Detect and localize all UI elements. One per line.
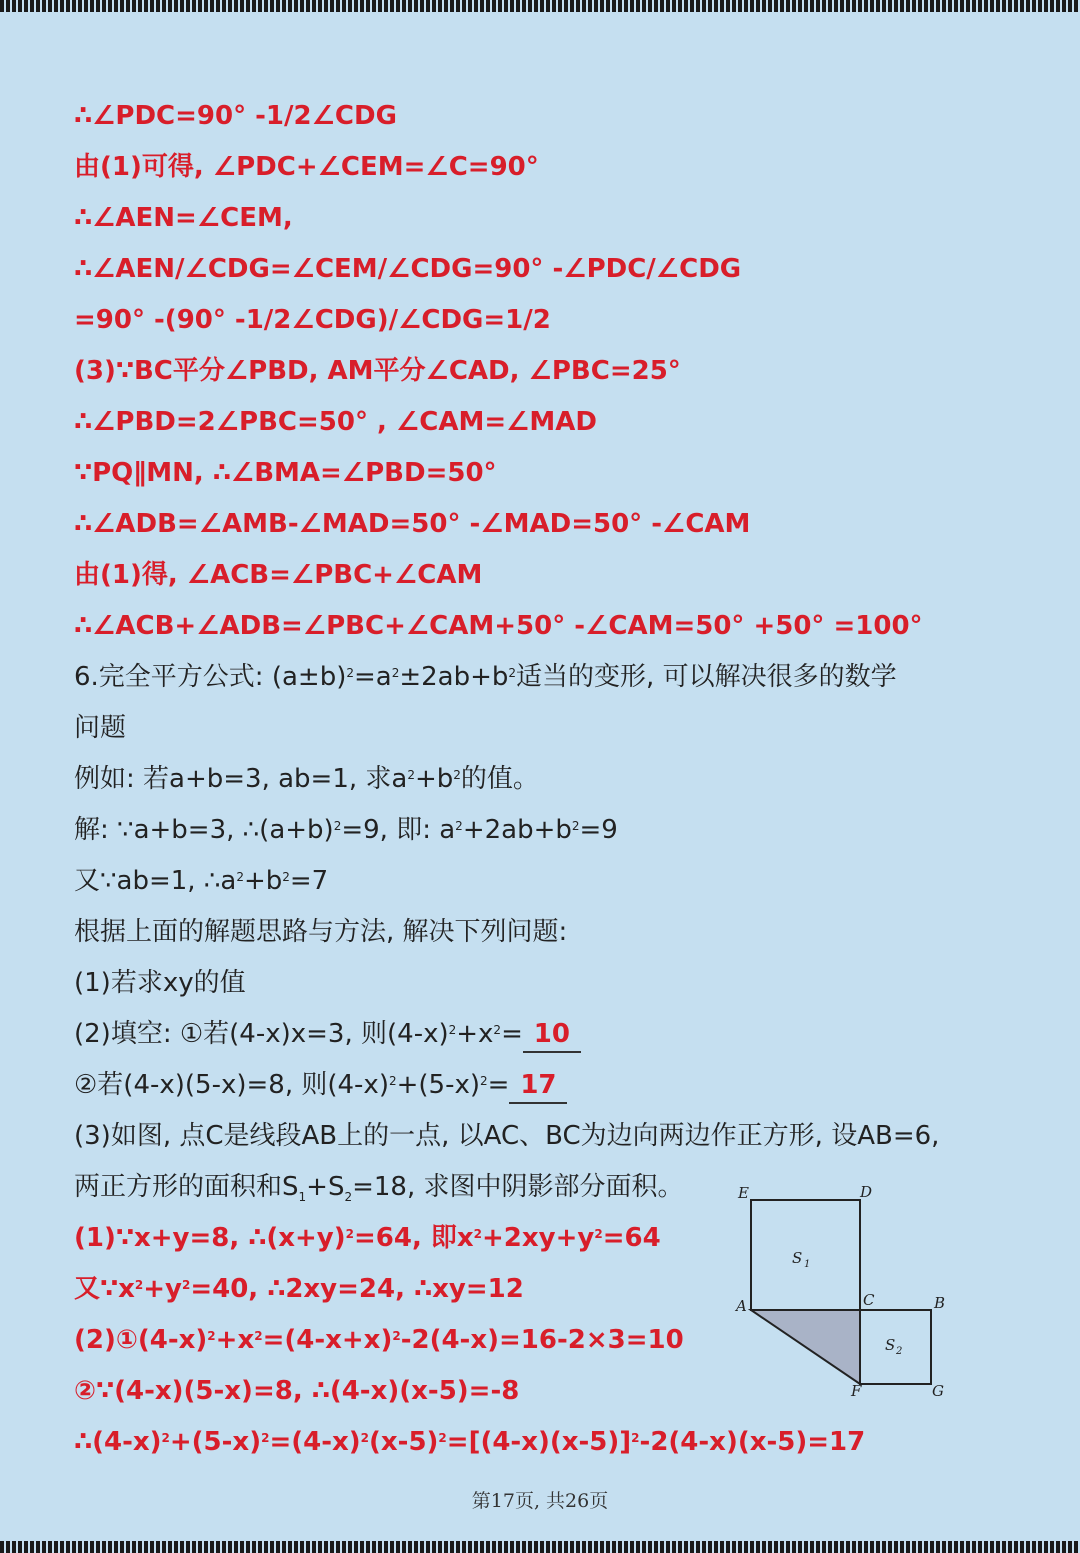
solution-line: ∴∠PBD=2∠PBC=50° , ∠CAM=∠MAD	[74, 407, 597, 437]
question-line: (2)填空: ①若(4-x)x=3, 则$(4-x)^2+x^2= 10$	[74, 1017, 581, 1053]
problem-statement: 问题	[74, 713, 127, 743]
question-line: (1)若求xy的值	[74, 968, 246, 998]
top-dotted-border	[0, 0, 1080, 12]
solution-line: $\therefore(4-x)^2+(5-x)^2=(4-x)^2(x-5)^2=[(4-x)(x-5)]^2-2(4-x)(x-5)=17$	[74, 1427, 866, 1457]
label-a: A	[736, 1297, 747, 1315]
question-line: (3)如图, 点C是线段AB上的一点, 以AC、BC为边向两边作正方形, 设AB=6,	[74, 1121, 940, 1151]
example-line: 又∵ab=1, $\therefore a^2+b^2=7$	[74, 866, 329, 896]
solution-line: 又$\because x^2+y^2=40$, ∴2xy=24, ∴xy=12	[74, 1274, 524, 1304]
example-line: 例如: 若a+b=3, ab=1, 求$a^2+b^2$的值。	[74, 764, 539, 794]
bottom-dotted-border	[0, 1541, 1080, 1553]
solution-line: (1)∵x+y=8, $\therefore(x+y)^2=64$, 即$x^2+2xy+y^2=64$	[74, 1223, 661, 1253]
label-s1-sub: 1	[804, 1259, 811, 1270]
problem-statement: 6.完全平方公式: $(a\pm b)^2=a^2\pm 2ab+b^2$适当的变形, 可以解决很多的数学	[74, 662, 897, 692]
shaded-triangle	[751, 1310, 860, 1384]
geometry-figure	[730, 1180, 960, 1400]
page-number: 第17页, 共26页	[471, 1490, 609, 1512]
answer-blank: 10	[523, 1017, 581, 1053]
square-s1	[751, 1200, 860, 1310]
solution-line: ∴∠AEN=∠CEM,	[74, 203, 293, 233]
solution-line: 由(1)得, ∠ACB=∠PBC+∠CAM	[74, 560, 483, 590]
solution-line: ∵PQ∥MN, ∴∠BMA=∠PBD=50°	[74, 458, 497, 488]
solution-line: ∴∠ADB=∠AMB-∠MAD=50° -∠MAD=50° -∠CAM	[74, 509, 751, 539]
solution-line: =90° -(90° -1/2∠CDG)/∠CDG=1/2	[74, 305, 551, 335]
label-g: G	[932, 1382, 944, 1400]
label-s2-sub: 2	[896, 1346, 903, 1357]
label-s1: S	[792, 1249, 803, 1267]
question-line: 两正方形的面积和$S_1+S_2=18$, 求图中阴影部分面积。	[74, 1172, 684, 1205]
label-f: F	[851, 1382, 862, 1400]
solution-line: ∴∠PDC=90° -1/2∠CDG	[74, 101, 397, 131]
solution-line: $(2)①(4-x)^2+x^2=(4-x+x)^2-2(4-x)=16-2\times 3=10$	[74, 1325, 684, 1355]
solution-line: 由(1)可得, ∠PDC+∠CEM=∠C=90°	[74, 152, 539, 182]
label-s2: S	[885, 1336, 896, 1354]
solution-line: (3)∵BC平分∠PBD, AM平分∠CAD, ∠PBC=25°	[74, 356, 681, 386]
solution-line: ∴∠AEN/∠CDG=∠CEM/∠CDG=90° -∠PDC/∠CDG	[74, 254, 742, 284]
label-b: B	[934, 1294, 946, 1312]
answer-blank: 17	[509, 1068, 567, 1104]
instruction-line: 根据上面的解题思路与方法, 解决下列问题:	[74, 917, 568, 947]
example-line: 解: ∵a+b=3, $\therefore(a+b)^2=9$, 即: $a^2+2ab+b^2=9$	[74, 815, 618, 845]
solution-line: ∴∠ACB+∠ADB=∠PBC+∠CAM+50° -∠CAM=50° +50° =100°	[74, 611, 923, 641]
label-e: E	[738, 1184, 749, 1202]
solution-line: ②∵(4-x)(5-x)=8, ∴(4-x)(x-5)=-8	[74, 1376, 520, 1406]
label-c: C	[863, 1291, 875, 1309]
label-d: D	[860, 1183, 873, 1201]
question-line: ②若(4-x)(5-x)=8, 则$(4-x)^2+(5-x)^2= 17$	[74, 1068, 567, 1104]
